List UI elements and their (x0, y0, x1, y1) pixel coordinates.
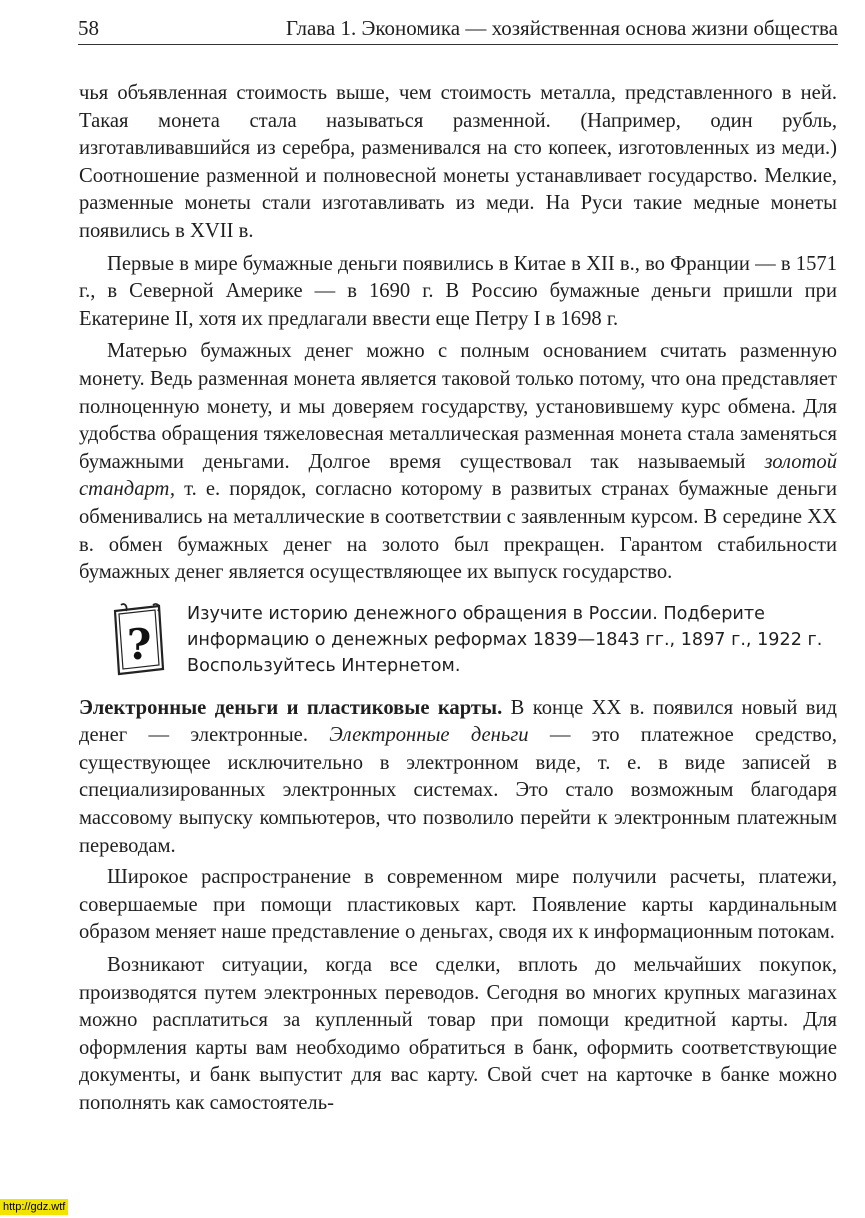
page-body (79, 80, 837, 1118)
page-number: 58 (78, 16, 99, 40)
watermark-link[interactable]: http://gdz.wtf (0, 1199, 68, 1215)
term-gold-standard: золотой стандарт, (79, 450, 837, 501)
paragraph-2: Первые в мире бумажные деньги появились в Китае в XII в., во Франции — в 1571 г., в Северной Америке — в 1690 г. В Россию бумажные деньги пришли при Екатерине II, хотя их предлагали ввести еще Петру I в 1698 г. (79, 252, 837, 330)
running-head: Глава 1. Экономика — хозяйственная основа жизни общества (285, 16, 838, 40)
task-text: Изучите историю денежного обращения в России. Подберите информацию о денежных реформах 1839—1843 гг., 1897 г., 1922 г. Воспользуйтесь Интернетом. (187, 603, 823, 676)
paragraph-3-text-a: Матерью бумажных денег можно с полным основанием считать разменную монету. Ведь разменная монета является таковой только потому, что она представляет полноценную монету, и мы доверяем государству, установившему курс обмена. Для удобства обращения тяжеловесная металлическая разменная монета стала заменяться бумажными деньгами. Долгое время существовал так называемый (79, 340, 837, 473)
paragraph-3 (79, 338, 837, 586)
question-note-icon (109, 603, 167, 677)
paragraph-4-text-b: — это платежное средство, существующее исключительно в электронном виде, т. е. в виде записей в специализированных электронных системах. Это стало возможным благодаря массовому выпуску компьютеров, что позволило перейти к электронным платежным переводам. (79, 724, 837, 857)
page-header (78, 10, 838, 45)
section-heading: Электронные деньги и пластиковые карты. (79, 696, 503, 719)
paragraph-3-text-b: т. е. порядок, согласно которому в развитых странах бумажные деньги обменивались на металлические в соответствии с заявленным курсом. В середине XX в. обмен бумажных денег на золото был прекращен. Гарантом стабильности бумажных денег является осуществляющее их выпуск государство. (79, 478, 837, 584)
paragraph-6: Возникают ситуации, когда все сделки, вплоть до мельчайших покупок, производятся путем электронных переводов. Сегодня во многих крупных магазинах можно расплатиться за купленный товар при помощи кредитной карты. Для оформления карты вам необходимо обратиться в банк, оформить соответствующие документы, и банк выпустит для вас карту. Свой счет на карточке в банке можно пополнять как самостоятель- (79, 954, 837, 1114)
task-box (79, 601, 837, 683)
paragraph-4-text-a: В конце XX в. появился новый вид денег — электронные. (79, 696, 838, 747)
paragraph-4 (79, 695, 837, 861)
term-electronic-money: Электронные деньги (329, 724, 529, 747)
paragraph-1: чья объявленная стоимость выше, чем стоимость металла, представленного в ней. Такая монета стала называться разменной. (Например, один рубль, изготавливавшийся из серебра, разменивался на сто копеек, изготовленных из меди.) Соотношение разменной и полновесной монеты устанавливает государство. Мелкие, разменные монеты стали изготавливать из меди. На Руси такие медные монеты появились в XVII в. (79, 82, 837, 242)
paragraph-5: Широкое распространение в современном мире получили расчеты, платежи, совершаемые при помощи пластиковых карт. Появление карты кардинальным образом меняет наше представление о деньгах, сводя их к информационным потокам. (79, 866, 837, 944)
question-mark: ? (126, 619, 152, 669)
